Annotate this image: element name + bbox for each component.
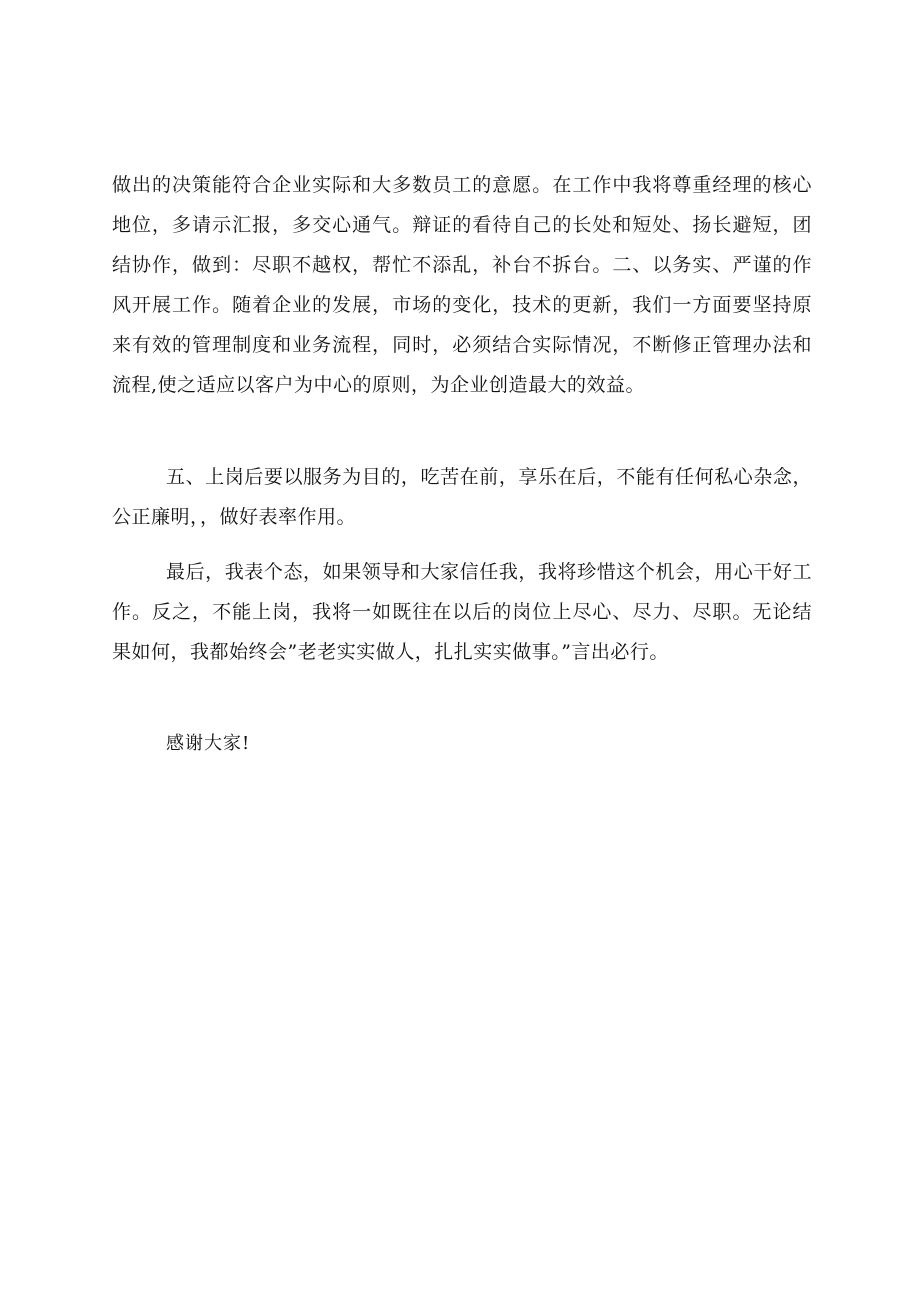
body-paragraph-2: 五、上岗后要以服务为目的，吃苦在前，享乐在后，不能有任何私心杂念，公正廉明，，做好表率作用。 [112,466,812,528]
body-paragraph-3: 最后，我表个态，如果领导和大家信任我，我将珍惜这个机会，用心干好工作。反之，不能上岗，我将一如既往在以后的岗位上尽心、尽力、尽职。无论结果如何，我都始终会”老老实实做人，扎扎实实做事。”言出必行。 [112,561,812,663]
closing-line: 感谢大家! [166,733,251,754]
body-paragraph-1: 做出的决策能符合企业实际和大多数员工的意愿。在工作中我将尊重经理的核心地位，多请示汇报，多交心通气。辩证的看待自己的长处和短处、扬长避短，团结协作，做到：尽职不越权，帮忙不添乱，补台不拆台。二、以务实、严谨的作风开展工作。随着企业的发展，市场的变化，技术的更新，我们一方面要坚持原来有效的管理制度和业务流程，同时，必须结合实际情况，不断修正管理办法和流程,使之适应以客户为中心的原则，为企业创造最大的效益。 [112,174,812,396]
